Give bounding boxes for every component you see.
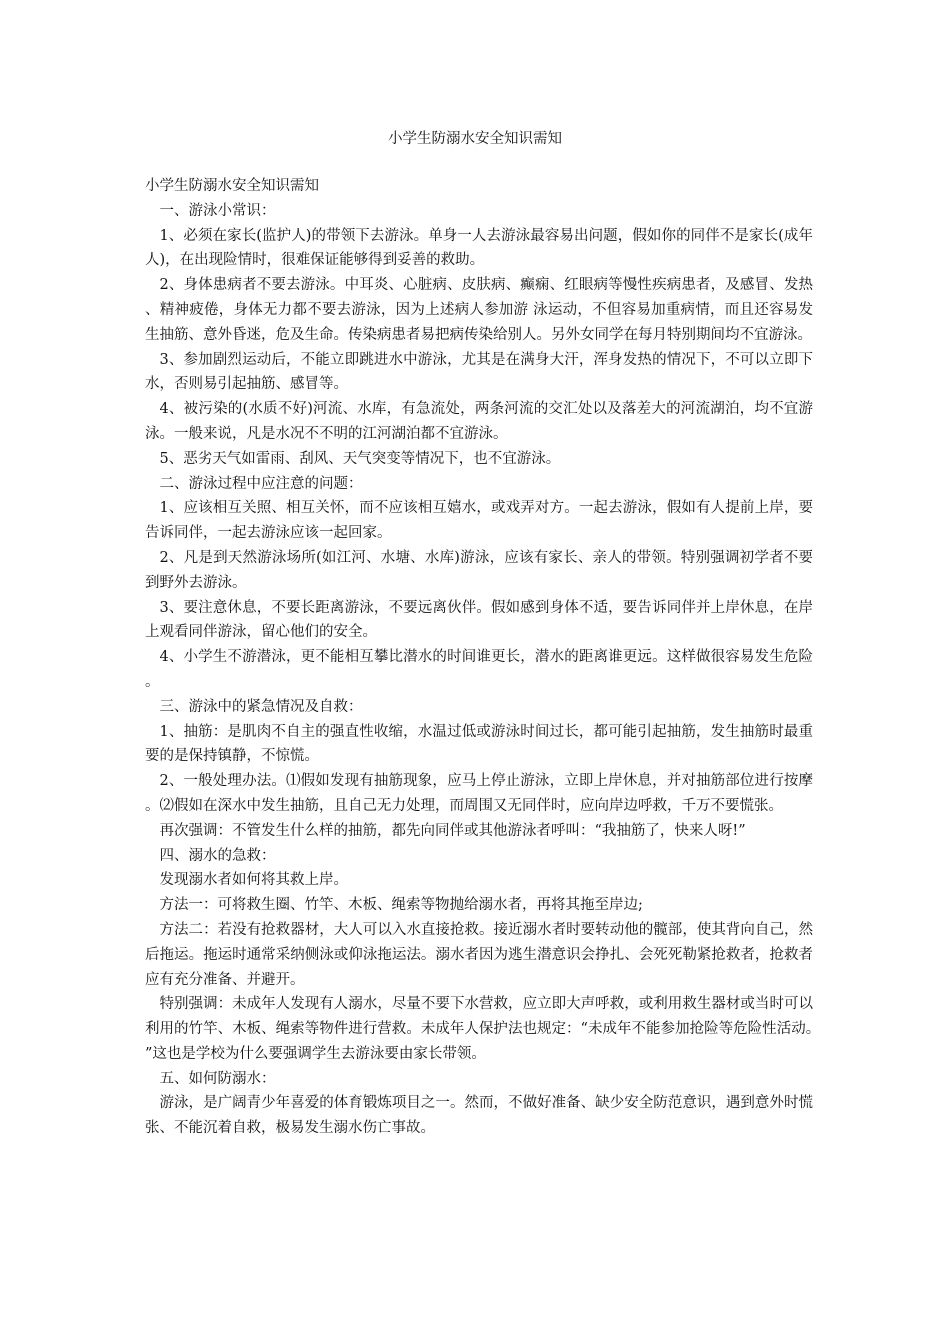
- paragraph: 5、恶劣天气如雷雨、刮风、天气突变等情况下，也不宜游泳。: [159, 450, 561, 467]
- paragraph: 3、要注意休息，不要长距离游泳，不要远离伙伴。假如感到身体不适，要告诉同伴并上岸休息，在岸上观看同伴游泳，留心他们的安全。: [145, 599, 813, 641]
- body-heading: 小学生防溺水安全知识需知: [145, 178, 319, 194]
- paragraph: 2、一般处理办法。⑴假如发现有抽筋现象，应马上停止游泳，立即上岸休息，并对抽筋部位进行按摩。⑵假如在深水中发生抽筋，且自己无力处理，而周围又无同伴时，应向岸边呼救，千万不要慌张。: [145, 773, 813, 814]
- paragraph: 再次强调：不管发生什么样的抽筋，都先向同伴或其他游泳者呼叫：“我抽筋了，快来人呀!”: [159, 822, 746, 839]
- paragraph: 方法一：可将救生圈、竹竿、木板、绳索等物抛给溺水者，再将其拖至岸边;: [159, 897, 643, 914]
- paragraph: 4、被污染的(水质不好)河流、水库，有急流处，两条河流的交汇处以及落差大的河流湖泊，均不宜游泳。一般来说，凡是水况不不明的江河湖泊都不宜游泳。: [145, 401, 813, 442]
- section-heading-5: 五、如何防溺水：: [159, 1070, 276, 1087]
- paragraph: 1、必须在家长(监护人)的带领下去游泳。单身一人去游泳最容易出问题，假如你的同伴不是家长(成年人)，在出现险情时，很难保证能够得到妥善的救助。: [145, 227, 813, 269]
- paragraph: 游泳，是广阔青少年喜爱的体育锻炼项目之一。然而，不做好准备、缺少安全防范意识，遇到意外时慌张、不能沉着自救，极易发生溺水伤亡事故。: [145, 1095, 813, 1137]
- paragraph: 2、凡是到天然游泳场所(如江河、水塘、水库)游泳，应该有家长、亲人的带领。特别强调初学者不要到野外去游泳。: [145, 549, 813, 591]
- paragraph: 4、小学生不游潜泳，更不能相互攀比潜水的时间谁更长，潜水的距离谁更远。这样做很容易发生危险。: [145, 649, 813, 690]
- paragraph: 1、抽筋：是肌肉不自主的强直性收缩，水温过低或游泳时间过长，都可能引起抽筋，发生抽筋时最重要的是保持镇静，不惊慌。: [145, 723, 813, 765]
- section-heading-1: 一、游泳小常识：: [159, 202, 276, 219]
- paragraph: 3、参加剧烈运动后，不能立即跳进水中游泳，尤其是在满身大汗，浑身发热的情况下，不可以立即下水，否则易引起抽筋、感冒等。: [145, 351, 813, 393]
- paragraph: 2、身体患病者不要去游泳。中耳炎、心脏病、皮肤病、癫痫、红眼病等慢性疾病患者，及感冒、发热、精神疲倦，身体无力都不要去游泳，因为上述病人参加游 泳运动，不但容易加重病情，而且还容易发生抽筋、意外昏迷，危及生命。传染病患者易把病传染给别人。另外女同学在每月特别期间均不宜游泳。: [145, 277, 813, 343]
- document-body: [145, 174, 813, 1141]
- paragraph: 发现溺水者如何将其救上岸。: [159, 872, 348, 889]
- section-heading-4: 四、溺水的急救：: [159, 847, 276, 864]
- paragraph: 方法二：若没有抢救器材，大人可以入水直接抢救。接近溺水者时要转动他的髋部，使其背向自己，然后拖运。拖运时通常采纳侧泳或仰泳拖运法。溺水者因为逃生潜意识会挣扎、会死死勒紧抢救者，抢救者应有充分准备、并避开。: [145, 921, 813, 988]
- paragraph: 1、应该相互关照、相互关怀，而不应该相互嬉水，或戏弄对方。一起去游泳，假如有人提前上岸，要告诉同伴，一起去游泳应该一起回家。: [145, 500, 813, 542]
- document-title: 小学生防溺水安全知识需知: [388, 131, 562, 147]
- paragraph: 特别强调：未成年人发现有人溺水，尽量不要下水营救，应立即大声呼救，或利用救生器材或当时可以利用的竹竿、木板、绳索等物件进行营救。未成年人保护法也规定：“未成年不能参加抢险等危险性活动。”这也是学校为什么要强调学生去游泳要由家长带领。: [145, 996, 813, 1062]
- section-heading-2: 二、游泳过程中应注意的问题：: [159, 475, 363, 492]
- section-heading-3: 三、游泳中的紧急情况及自救：: [159, 698, 363, 715]
